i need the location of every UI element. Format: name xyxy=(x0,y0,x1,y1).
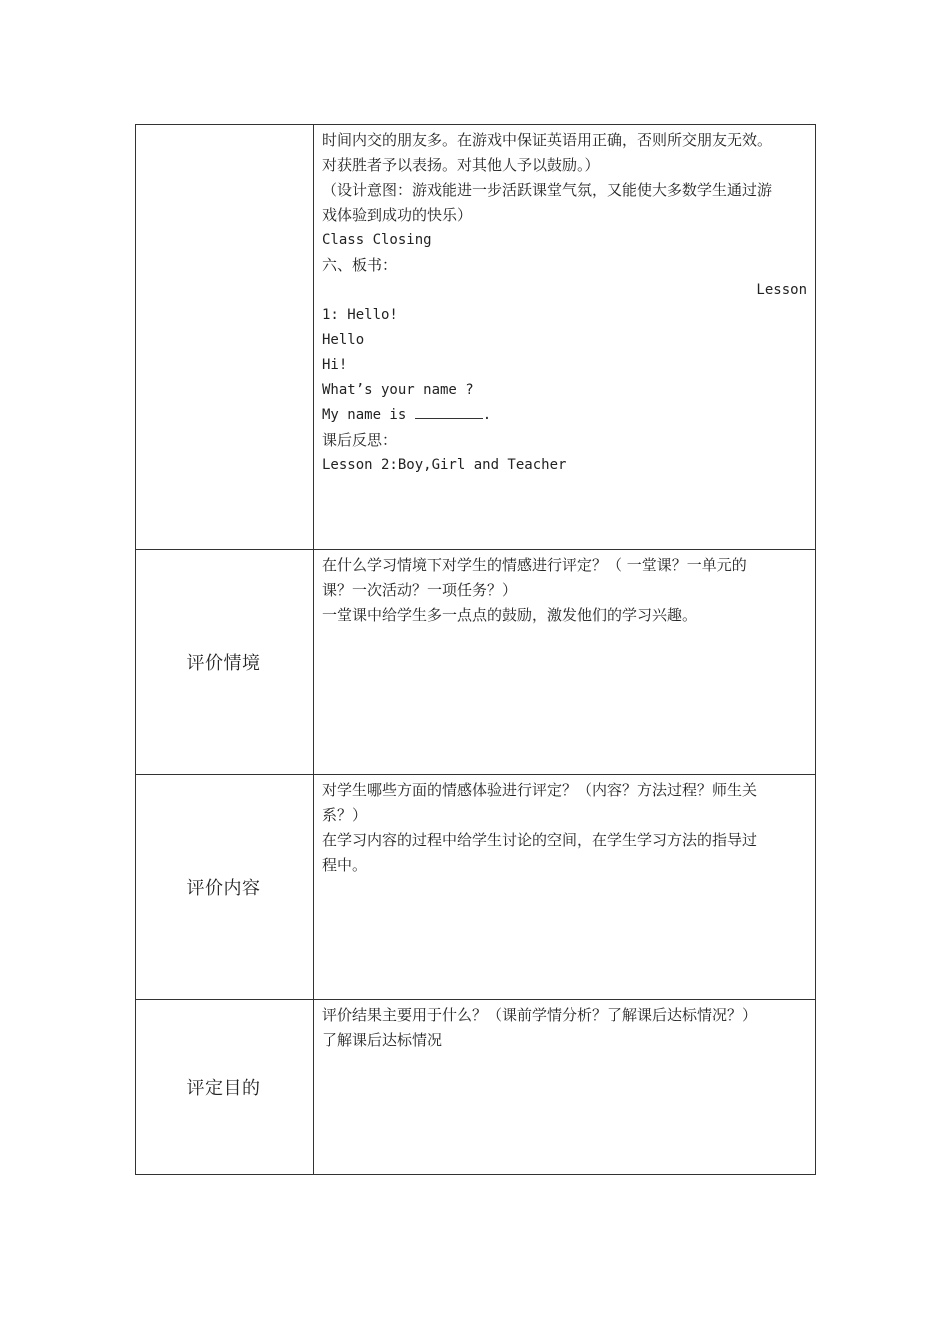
text-line: 评价结果主要用于什么？（课前学情分析？了解课后达标情况？） xyxy=(322,1006,758,1024)
text-line: Lesson xyxy=(756,282,807,298)
text-line: 在学习内容的过程中给学生讨论的空间，在学生学习方法的指导过 xyxy=(322,831,758,849)
text-line: 课后反思： xyxy=(322,431,398,449)
text-line: （设计意图：游戏能进一步活跃课堂气氛，又能使大多数学生通过游 xyxy=(322,181,773,199)
text-line: 课？一次活动？一项任务？） xyxy=(322,581,518,599)
row-label-empty xyxy=(136,125,314,550)
row-label-evaluation-content: 评价内容 xyxy=(136,775,314,1000)
fill-in-prompt: My name is xyxy=(322,407,407,423)
table-row xyxy=(136,550,816,775)
text-line: 系？） xyxy=(322,806,368,824)
row-label-evaluation-context: 评价情境 xyxy=(136,550,314,775)
text-line: 对获胜者予以表扬。对其他人予以鼓励。） xyxy=(322,156,600,174)
text-line: 对学生哪些方面的情感体验进行评定？（内容？方法过程？师生关 xyxy=(322,781,758,799)
text-line: Lesson 2:Boy,Girl and Teacher xyxy=(322,457,567,473)
text-line: 在什么学习情境下对学生的情感进行评定？（ 一堂课？一单元的 xyxy=(322,556,747,574)
text-line: 了解课后达标情况 xyxy=(322,1031,443,1049)
text-line: Class Closing xyxy=(322,232,432,248)
text-line: What’s your name ? xyxy=(322,382,474,398)
evaluation-content-cell xyxy=(314,775,816,1000)
text-line: 一堂课中给学生多一点点的鼓励，激发他们的学习兴趣。 xyxy=(322,606,698,624)
table-row xyxy=(136,775,816,1000)
text-line: 程中。 xyxy=(322,856,368,874)
evaluation-purpose-cell xyxy=(314,1000,816,1175)
text-line: 1: Hello! xyxy=(322,307,398,323)
lesson-content-cell xyxy=(314,125,816,550)
text-line: 六、板书： xyxy=(322,256,398,274)
table-row xyxy=(136,1000,816,1175)
text-line: Hello xyxy=(322,332,365,348)
text-line: 戏体验到成功的快乐） xyxy=(322,206,473,224)
text-line: Hi! xyxy=(322,357,348,373)
fill-in-period: . xyxy=(482,407,492,423)
fill-in-line xyxy=(322,403,807,428)
evaluation-context-cell xyxy=(314,550,816,775)
text-line: 时间内交的朋友多。在游戏中保证英语用正确，否则所交朋友无效。 xyxy=(322,131,773,149)
fill-in-blank xyxy=(415,404,483,419)
row-label-evaluation-purpose: 评定目的 xyxy=(136,1000,314,1175)
evaluation-table xyxy=(135,124,816,1175)
table-row xyxy=(136,125,816,550)
